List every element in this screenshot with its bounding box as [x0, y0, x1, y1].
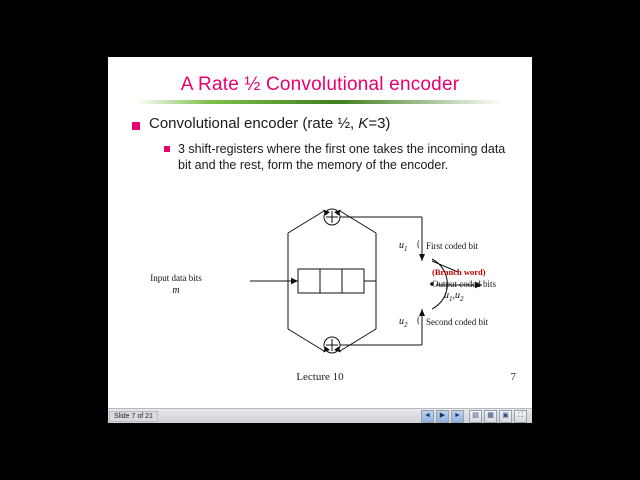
u2-symbol — [399, 316, 408, 329]
slide-footer-page-number: 7 — [510, 371, 516, 383]
u2-subscript: 2 — [404, 321, 408, 329]
branch-word-label: (Branch word) — [432, 267, 486, 277]
second-coded-bit-label: Second coded bit — [426, 317, 488, 327]
u2-symbol-text: u — [399, 316, 404, 327]
viewer-statusbar — [108, 408, 532, 423]
page-title: A Rate ½ Convolutional encoder — [180, 74, 460, 95]
output-var-u1: u — [444, 290, 449, 301]
output-var-u2: u — [455, 290, 460, 301]
thumbnails-view-icon[interactable]: ▣ — [499, 410, 512, 423]
previous-slide-button[interactable]: ◄ — [421, 410, 434, 423]
bullet-marker-square-small — [164, 146, 170, 152]
slide-counter: Slide 7 of 21 — [109, 411, 158, 422]
bullet-level2 — [164, 141, 514, 173]
next-slide-button[interactable]: ► — [451, 410, 464, 423]
u2-brace: { — [416, 315, 421, 325]
slide-canvas — [108, 57, 532, 395]
fullscreen-icon[interactable]: ⛶ — [514, 410, 527, 423]
slide-footer-lecture: Lecture 10 — [296, 371, 344, 383]
input-data-bits-label: Input data bits — [150, 273, 202, 283]
output-coded-bits-variables: $u_1,u_2$ — [444, 290, 464, 303]
notes-icon[interactable]: ▤ — [469, 410, 482, 423]
u1-subscript: 1 — [404, 245, 408, 253]
presentation-viewer — [108, 57, 532, 423]
u1-brace: { — [416, 239, 421, 249]
output-coded-bits-label: Output coded bits — [432, 279, 496, 289]
bullet-marker-square — [132, 122, 140, 130]
playback-controls — [421, 410, 466, 423]
input-data-bits-variable: m — [172, 285, 180, 296]
view-controls — [469, 410, 529, 423]
play-slide-button[interactable]: ▶ — [436, 410, 449, 423]
bullet-level2-label: 3 shift-registers where the first one takes the incoming data bit and the rest, form the memory of the encoder. — [178, 142, 506, 172]
u1-symbol — [399, 240, 408, 253]
output-var-u1-sub: 1 — [449, 295, 453, 303]
convolutional-encoder-diagram — [150, 199, 526, 369]
output-var-u2-sub: 2 — [460, 295, 464, 303]
u1-symbol-text: u — [399, 240, 404, 251]
grid-view-icon[interactable]: ▦ — [484, 410, 497, 423]
bullet-level1 — [132, 115, 522, 133]
title-underline-rule — [136, 100, 504, 104]
bullet-level1-label: Convolutional encoder (rate ½, K=3) — [149, 115, 391, 132]
first-coded-bit-label: First coded bit — [426, 241, 478, 251]
